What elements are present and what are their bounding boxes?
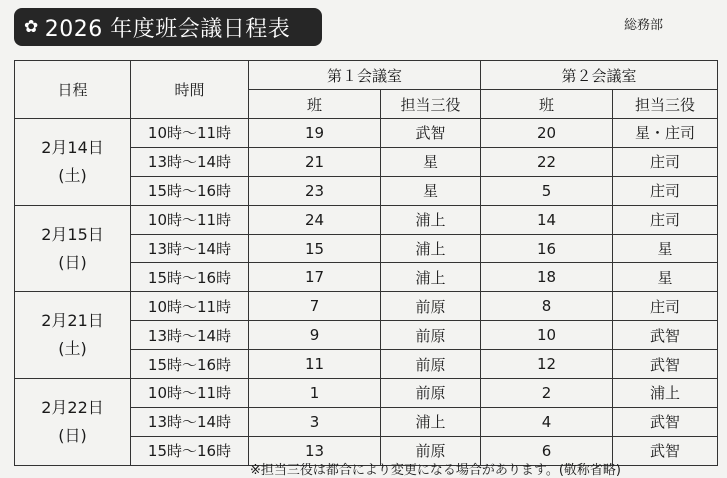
date-label: 2月14日	[41, 137, 104, 157]
department-label: 総務部	[624, 18, 664, 33]
time-cell: 10時～11時	[131, 205, 249, 234]
room2-group-cell: 22	[481, 147, 613, 176]
room2-officer-cell: 星・庄司	[613, 119, 718, 148]
room1-officer-cell: 前原	[381, 436, 481, 465]
date-cell	[15, 205, 131, 292]
room1-officer-cell: 武智	[381, 119, 481, 148]
room2-officer-cell: 星	[613, 234, 718, 263]
footnote: ※担当三役は都合により変更になる場合があります。(敬称省略)	[250, 463, 621, 478]
room2-group-cell: 14	[481, 205, 613, 234]
header-room1-group: 班	[249, 90, 381, 119]
room2-group-cell: 4	[481, 407, 613, 436]
header-room1-officer: 担当三役	[381, 90, 481, 119]
weekday-label: (日)	[58, 425, 87, 445]
room1-group-cell: 3	[249, 407, 381, 436]
time-cell: 13時～14時	[131, 147, 249, 176]
room2-group-cell: 2	[481, 379, 613, 408]
room1-group-cell: 11	[249, 350, 381, 379]
room2-officer-cell: 庄司	[613, 147, 718, 176]
room1-officer-cell: 浦上	[381, 263, 481, 292]
room2-group-cell: 20	[481, 119, 613, 148]
room1-officer-cell: 前原	[381, 379, 481, 408]
room1-officer-cell: 浦上	[381, 407, 481, 436]
room1-group-cell: 7	[249, 292, 381, 321]
date-label: 2月21日	[41, 311, 104, 331]
room2-officer-cell: 武智	[613, 436, 718, 465]
room2-group-cell: 10	[481, 321, 613, 350]
room1-group-cell: 15	[249, 234, 381, 263]
room2-officer-cell: 星	[613, 263, 718, 292]
page-title: 2026 年度班会議日程表	[44, 16, 291, 42]
time-cell: 15時～16時	[131, 176, 249, 205]
date-cell	[15, 119, 131, 206]
room1-group-cell: 19	[249, 119, 381, 148]
room2-group-cell: 16	[481, 234, 613, 263]
room2-officer-cell: 武智	[613, 407, 718, 436]
date-label: 2月22日	[41, 397, 104, 417]
room2-group-cell: 18	[481, 263, 613, 292]
time-cell: 13時～14時	[131, 321, 249, 350]
table-row	[15, 205, 718, 234]
table-row	[15, 379, 718, 408]
time-cell: 10時～11時	[131, 292, 249, 321]
time-cell: 10時～11時	[131, 119, 249, 148]
table-row	[15, 292, 718, 321]
header-room2-group: 班	[481, 90, 613, 119]
room2-officer-cell: 武智	[613, 350, 718, 379]
room1-officer-cell: 前原	[381, 321, 481, 350]
room1-officer-cell: 星	[381, 176, 481, 205]
room1-officer-cell: 浦上	[381, 234, 481, 263]
room1-officer-cell: 前原	[381, 350, 481, 379]
time-cell: 13時～14時	[131, 234, 249, 263]
weekday-label: (土)	[58, 339, 87, 359]
time-cell: 10時～11時	[131, 379, 249, 408]
room1-group-cell: 1	[249, 379, 381, 408]
title-banner	[14, 8, 322, 46]
room1-officer-cell: 星	[381, 147, 481, 176]
room2-officer-cell: 浦上	[613, 379, 718, 408]
schedule-table	[14, 60, 718, 466]
room2-officer-cell: 武智	[613, 321, 718, 350]
room1-group-cell: 17	[249, 263, 381, 292]
header-room2-officer: 担当三役	[613, 90, 718, 119]
room2-officer-cell: 庄司	[613, 292, 718, 321]
date-label: 2月15日	[41, 224, 104, 244]
schedule-body	[15, 119, 718, 466]
time-cell: 15時～16時	[131, 263, 249, 292]
header-date: 日程	[15, 61, 131, 119]
room2-officer-cell: 庄司	[613, 205, 718, 234]
time-cell: 15時～16時	[131, 350, 249, 379]
time-cell: 15時～16時	[131, 436, 249, 465]
header-room1: 第１会議室	[249, 61, 481, 90]
flower-icon: ✿	[24, 17, 39, 37]
room1-group-cell: 21	[249, 147, 381, 176]
room1-officer-cell: 浦上	[381, 205, 481, 234]
weekday-label: (日)	[58, 252, 87, 272]
table-row	[15, 119, 718, 148]
room2-group-cell: 8	[481, 292, 613, 321]
room2-group-cell: 5	[481, 176, 613, 205]
time-cell: 13時～14時	[131, 407, 249, 436]
room1-officer-cell: 前原	[381, 292, 481, 321]
room2-group-cell: 12	[481, 350, 613, 379]
room2-officer-cell: 庄司	[613, 176, 718, 205]
weekday-label: (土)	[58, 165, 87, 185]
date-cell	[15, 379, 131, 466]
room1-group-cell: 9	[249, 321, 381, 350]
room1-group-cell: 24	[249, 205, 381, 234]
header-room2: 第２会議室	[481, 61, 718, 90]
date-cell	[15, 292, 131, 379]
header-time: 時間	[131, 61, 249, 119]
room1-group-cell: 13	[249, 436, 381, 465]
room2-group-cell: 6	[481, 436, 613, 465]
room1-group-cell: 23	[249, 176, 381, 205]
